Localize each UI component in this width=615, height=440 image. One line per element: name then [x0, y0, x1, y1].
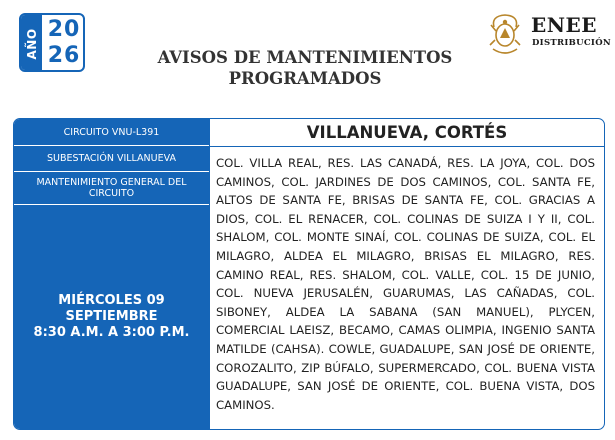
circuit-label: CIRCUITO VNU-L391 — [14, 119, 209, 146]
notice-content — [209, 119, 604, 429]
year-digits — [44, 17, 84, 69]
maintenance-notice — [13, 118, 605, 430]
substation-label: SUBESTACIÓN VILLANUEVA — [14, 146, 209, 172]
page-title — [150, 47, 460, 89]
coat-of-arms-icon — [487, 12, 523, 56]
page-title-line2: PROGRAMADOS — [228, 69, 382, 88]
year-top: 20 — [47, 17, 81, 42]
page-title-line1: AVISOS DE MANTENIMIENTOS — [157, 48, 453, 67]
brand-name: ENEE — [531, 13, 598, 37]
schedule-time: 8:30 A.M. A 3:00 P.M. — [33, 325, 190, 340]
year-label: AÑO — [24, 28, 39, 60]
year-bottom: 26 — [47, 43, 81, 68]
affected-areas: COL. VILLA REAL, RES. LAS CANADÁ, RES. LA JOYA, COL. DOS CAMINOS, COL. JARDINES DE DOS CAMINOS, COL. SANTA FE, ALTOS DE SANTA FE, BRISAS DE SANTA FE, COL. GRACIAS A DIOS, COL. EL RENACER, COL. COLINAS DE SUIZA I Y II, COL. SHALOM, COL. MONTE SINAÍ, COL. COLINAS DE SUIZA, COL. EL MILAGRO, ALDEA EL MILAGRO, BRISAS EL MILAGRO, RES. CAMINO REAL, RES. SHALOM, COL. VALLE, COL. 15 DE JUNIO, COL. NUEVA JERUSALÉN, GUARUMAS, LAS CAÑADAS, COL. SIBONEY, ALDEA LA SABANA (SAN MANUEL), PLYCEN, COMERCIAL LAEISZ, BECAMO, CAMAS OLIMPIA, INGENIO SANTA MATILDE (CAHSA). COWLE, GUADALUPE, SAN JOSÉ DE ORIENTE, COROZALITO, ZIP BÚFALO, SUPERMERCADO, COL. BUENA VISTA GUADALUPE, SAN JOSÉ DE ORIENTE, COL. BUENA VISTA, DOS CAMINOS. — [216, 156, 595, 412]
brand-subtitle: DISTRIBUCIÓN — [532, 38, 611, 48]
year-badge — [19, 13, 85, 72]
schedule — [14, 205, 209, 429]
year-strip — [21, 15, 42, 70]
work-type-label: MANTENIMIENTO GENERAL DEL CIRCUITO — [14, 172, 209, 205]
location-title: VILLANUEVA, CORTÉS — [210, 119, 604, 147]
notice-sidebar — [14, 119, 209, 429]
schedule-date: MIÉRCOLES 09 SEPTIEMBRE — [58, 293, 165, 324]
